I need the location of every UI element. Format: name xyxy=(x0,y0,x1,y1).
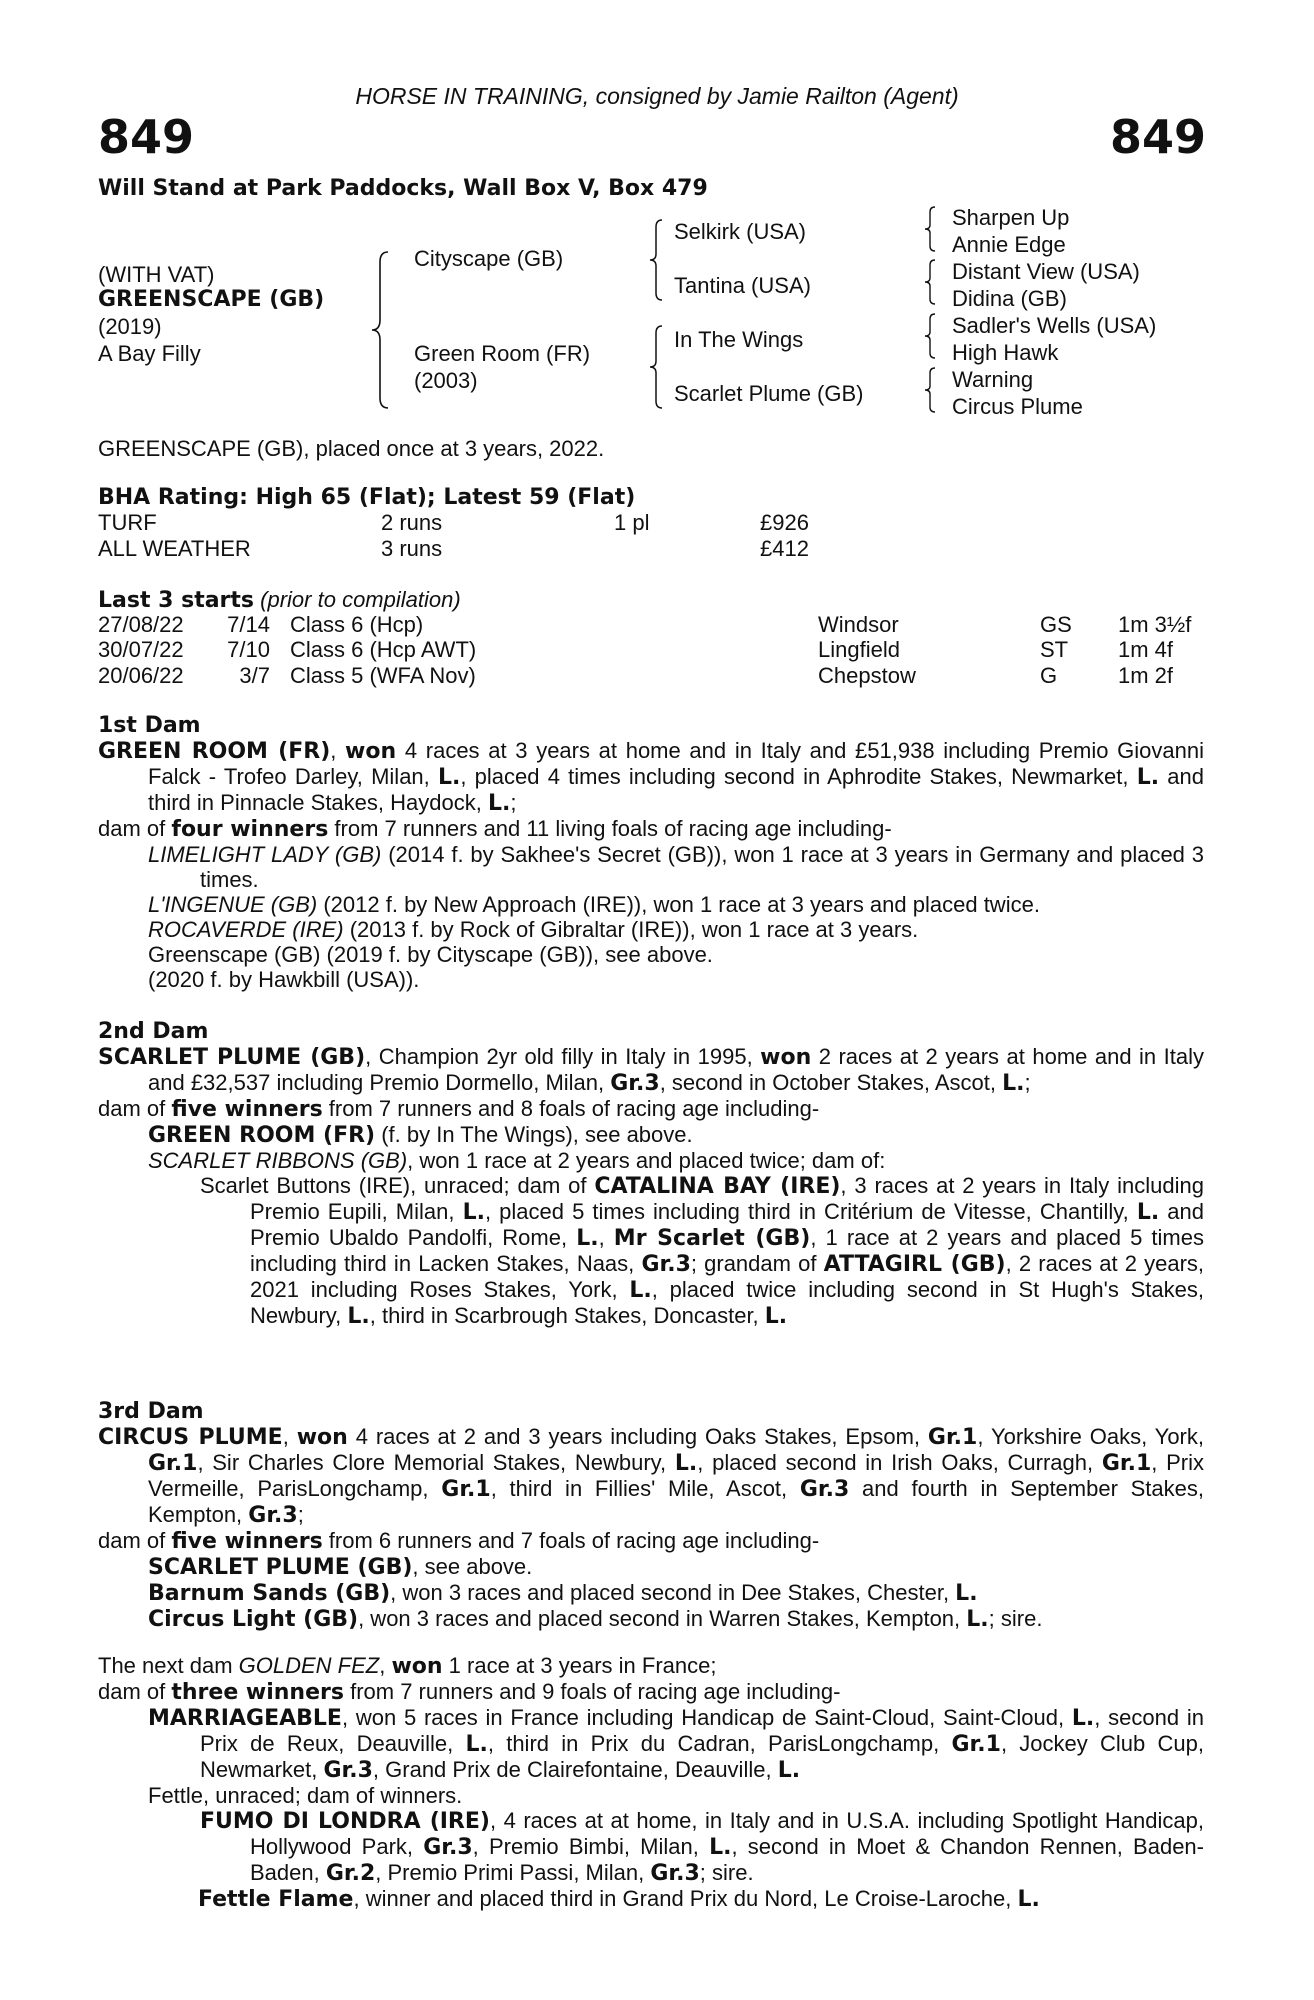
group-label: Gr.3 xyxy=(799,1477,850,1502)
text: 2 races at 2 years at home and in Italy and £32,537 including Premio Dormello, Milan, xyxy=(148,1044,1204,1095)
group-label: Gr.1 xyxy=(441,1477,491,1502)
produce-name: ATTAGIRL (GB) xyxy=(823,1252,1006,1277)
text: The next dam xyxy=(98,1653,239,1678)
listed-label: L. xyxy=(437,765,461,790)
vat-note: (WITH VAT) xyxy=(98,262,215,287)
group-label: Gr.3 xyxy=(610,1071,660,1096)
race-summary: GREENSCAPE (GB), placed once at 3 years, 2022. xyxy=(98,436,605,461)
second-dam-produce-line xyxy=(98,1096,1204,1122)
text: , won 5 races in France including Handicap de Saint-Cloud, Saint-Cloud, xyxy=(341,1705,1072,1730)
text: , Prix Vermeille, ParisLongchamp, xyxy=(148,1450,1204,1501)
start-3-pos: 3/7 xyxy=(239,663,270,688)
foal-greenscape: Greenscape (GB) (2019 f. by Cityscape (GB)), see above. xyxy=(148,942,713,967)
listed-label: L. xyxy=(347,1304,370,1329)
pedigree-sire-dam: Tantina (USA) xyxy=(674,273,811,298)
first-dam-section xyxy=(98,713,1204,992)
text: , Premio Bimbi, Milan, xyxy=(472,1834,710,1859)
text: from 6 runners and 7 foals of racing age including- xyxy=(322,1528,820,1553)
text: , third in Prix du Cadran, ParisLongchamp, xyxy=(487,1731,952,1756)
text: , placed twice including second in St Hugh's Stakes, Newbury, xyxy=(250,1277,1204,1328)
listed-label: L. xyxy=(462,1200,485,1225)
rating-turf-surface: TURF xyxy=(98,510,157,535)
text: , placed 5 times including third in Critérium de Vitesse, Chantilly, xyxy=(484,1199,1137,1224)
start-3-race: Class 5 (WFA Nov) xyxy=(290,663,476,688)
bha-rating-title: BHA Rating: High 65 (Flat); Latest 59 (Flat) xyxy=(98,485,636,510)
fourth-dam-record xyxy=(98,1653,1204,1679)
fourth-dam-produce-line xyxy=(98,1679,1204,1705)
text: dam of xyxy=(98,1528,172,1553)
text: 4 races at 2 and 3 years including Oaks Stakes, Epsom, xyxy=(347,1424,928,1449)
listed-label: L. xyxy=(1136,1200,1160,1225)
start-2-distance: 1m 4f xyxy=(1118,637,1174,662)
produce-barnum-sands xyxy=(98,1580,1204,1606)
listed-label: L. xyxy=(576,1226,599,1251)
text: ; xyxy=(297,1502,304,1527)
listed-label: L. xyxy=(777,1758,801,1783)
winners-count: four winners xyxy=(171,817,329,842)
text: , Champion 2yr old filly in Italy in 1995, xyxy=(365,1044,761,1069)
text: and Premio Ubaldo Pandolfi, Rome, xyxy=(250,1199,1204,1250)
second-dam-heading: 2nd Dam xyxy=(98,1019,209,1044)
listed-label: L. xyxy=(966,1607,989,1632)
listed-label: L. xyxy=(1002,1071,1025,1096)
start-1-pos: 7/14 xyxy=(227,612,270,637)
text: , 2 races at 2 years, 2021 including Roses Stakes, York, xyxy=(250,1251,1205,1302)
start-1-race: Class 6 (Hcp) xyxy=(290,612,424,637)
third-dam-heading: 3rd Dam xyxy=(98,1399,204,1424)
produce-fettle: Fettle, unraced; dam of winners. xyxy=(148,1783,463,1808)
text: , Jockey Club Cup, Newmarket, xyxy=(200,1731,1204,1782)
produce-circus-light xyxy=(98,1606,1204,1632)
consignor-line: HORSE IN TRAINING, consigned by Jamie Railton (Agent) xyxy=(355,83,959,109)
produce-scarlet-plume xyxy=(98,1554,1204,1580)
third-dam-record xyxy=(98,1424,1204,1528)
winners-count: five winners xyxy=(171,1529,323,1554)
third-dam-section xyxy=(98,1399,1204,1632)
start-1-going: GS xyxy=(1040,612,1072,637)
pedigree-dam-sire: In The Wings xyxy=(674,327,804,352)
stand-location: Will Stand at Park Paddocks, Wall Box V, Box 479 xyxy=(98,176,708,201)
start-3-going: G xyxy=(1040,663,1058,688)
last-starts-note: (prior to compilation) xyxy=(260,587,461,612)
group-label: Gr.3 xyxy=(641,1252,691,1277)
pedigree-gen3-4: Didina (GB) xyxy=(952,286,1067,311)
won-label: won xyxy=(760,1045,812,1070)
rating-aw-runs: 3 runs xyxy=(381,536,443,561)
start-2-course: Lingfield xyxy=(818,637,900,662)
text: ; xyxy=(510,790,517,815)
produce-name: Fettle Flame xyxy=(198,1887,354,1912)
pedigree-brace-g1 xyxy=(922,205,938,253)
text: Scarlet Buttons (IRE), unraced; dam of xyxy=(200,1173,595,1198)
text: (2014 f. by Sakhee's Secret (GB)), won 1 race at 3 years in Germany and placed 3 times. xyxy=(200,842,1205,892)
start-3-course: Chepstow xyxy=(818,663,916,688)
text: from 7 runners and 9 foals of racing age including- xyxy=(343,1679,841,1704)
produce-name: Barnum Sands (GB) xyxy=(148,1581,391,1606)
text: , Sir Charles Clore Memorial Stakes, Newbury, xyxy=(197,1450,675,1475)
text: ; sire. xyxy=(699,1860,754,1885)
produce-name: SCARLET PLUME (GB) xyxy=(148,1555,413,1580)
pedigree-gen3-7: Warning xyxy=(952,367,1034,392)
lot-number-right: 849 xyxy=(1109,110,1206,164)
text: , winner and placed third in Grand Prix du Nord, Le Croise-Laroche, xyxy=(353,1886,1018,1911)
text: , won 3 races and placed second in Warren Stakes, Kempton, xyxy=(358,1606,967,1631)
foal-name: ROCAVERDE (IRE) xyxy=(148,917,344,942)
listed-label: L. xyxy=(709,1835,732,1860)
text: ; grandam of xyxy=(690,1251,824,1276)
start-2-going: ST xyxy=(1040,637,1069,662)
text: , Yorkshire Oaks, York, xyxy=(977,1424,1204,1449)
text: (2012 f. by New Approach (IRE)), won 1 race at 3 years and placed twice. xyxy=(317,892,1040,917)
produce-name: Mr Scarlet (GB) xyxy=(613,1226,811,1251)
listed-label: L. xyxy=(1071,1706,1095,1731)
listed-label: L. xyxy=(764,1304,788,1329)
listed-label: L. xyxy=(629,1278,652,1303)
group-label: Gr.3 xyxy=(423,1835,473,1860)
text: dam of xyxy=(98,1096,172,1121)
pedigree-brace-g3 xyxy=(922,312,938,360)
pedigree-brace-main xyxy=(368,250,392,410)
group-label: Gr.1 xyxy=(148,1451,198,1476)
pedigree-dam-year: (2003) xyxy=(414,368,478,393)
pedigree-dam: Green Room (FR) xyxy=(414,341,591,366)
rating-turf-placed: 1 pl xyxy=(614,510,650,535)
won-label: won xyxy=(296,1425,348,1450)
text: , xyxy=(282,1424,297,1449)
last-starts-heading xyxy=(98,587,461,613)
pedigree-gen3-1: Sharpen Up xyxy=(952,205,1070,230)
won-label: won xyxy=(391,1654,443,1679)
foal-limelight-lady xyxy=(98,842,1204,892)
pedigree-brace-dam xyxy=(647,324,665,410)
text: dam of xyxy=(98,1679,172,1704)
produce-fettle-flame xyxy=(98,1886,1204,1912)
text: , placed second in Irish Oaks, Curragh, xyxy=(697,1450,1102,1475)
text: , placed 4 times including second in Aphrodite Stakes, Newmarket, xyxy=(460,764,1137,789)
start-1-distance: 1m 3½f xyxy=(1118,612,1192,637)
text: (f. by In The Wings), see above. xyxy=(375,1122,693,1147)
third-dam-produce-line xyxy=(98,1528,1204,1554)
text: 4 races at 3 years at home and in Italy and £51,938 including Premio Giovanni Falck - Trofeo Darley, Milan, xyxy=(148,738,1204,789)
foal-2020: (2020 f. by Hawkbill (USA)). xyxy=(148,967,420,992)
produce-marriageable xyxy=(98,1705,1204,1783)
produce-scarlet-ribbons xyxy=(98,1148,1204,1173)
horse-description: A Bay Filly xyxy=(98,341,201,366)
group-label: Gr.1 xyxy=(927,1425,978,1450)
start-1-date: 27/08/22 xyxy=(98,612,184,637)
text: , Premio Primi Passi, Milan, xyxy=(375,1860,651,1885)
start-2-pos: 7/10 xyxy=(227,637,270,662)
produce-scarlet-buttons xyxy=(98,1173,1204,1329)
pedigree-gen3-2: Annie Edge xyxy=(952,232,1066,257)
winners-count: three winners xyxy=(171,1680,344,1705)
text: , xyxy=(379,1653,392,1678)
produce-name: FUMO DI LONDRA (IRE) xyxy=(200,1809,490,1834)
listed-label: L. xyxy=(955,1581,978,1606)
fourth-dam-section xyxy=(98,1653,1204,1912)
lot-number-left: 849 xyxy=(98,110,195,164)
group-label: Gr.1 xyxy=(951,1732,1001,1757)
text: , see above. xyxy=(412,1554,533,1579)
foal-lingenue xyxy=(98,892,1204,917)
start-3-date: 20/06/22 xyxy=(98,663,184,688)
pedigree-brace-sire xyxy=(647,218,665,302)
produce-name: GREEN ROOM (FR) xyxy=(148,1123,376,1148)
horse-name: GREENSCAPE (GB) xyxy=(98,287,325,312)
listed-label: L. xyxy=(674,1451,698,1476)
text: and third in Pinnacle Stakes, Haydock, xyxy=(148,764,1204,815)
text: , 1 race at 2 years and placed 5 times including third in Lacken Stakes, Naas, xyxy=(250,1225,1204,1276)
won-label: won xyxy=(345,739,397,764)
text: , second in Moet & Chandon Rennen, Baden-Baden, xyxy=(250,1834,1204,1885)
start-2-date: 30/07/22 xyxy=(98,637,184,662)
produce-name: SCARLET RIBBONS (GB) xyxy=(148,1148,408,1173)
text: ; xyxy=(1024,1070,1031,1095)
text: , 4 races at at home, in Italy and in U.S.A. including Spotlight Handicap, Hollywood Park, xyxy=(250,1808,1204,1859)
text: , Grand Prix de Clairefontaine, Deauville, xyxy=(372,1757,778,1782)
group-label: Gr.3 xyxy=(323,1758,373,1783)
winners-count: five winners xyxy=(171,1097,323,1122)
start-2-race: Class 6 (Hcp AWT) xyxy=(290,637,477,662)
pedigree-gen3-5: Sadler's Wells (USA) xyxy=(952,313,1157,338)
text: , won 1 race at 2 years and placed twice; dam of: xyxy=(407,1148,886,1173)
text: from 7 runners and 8 foals of racing age including- xyxy=(322,1096,820,1121)
text: , won 3 races and placed second in Dee Stakes, Chester, xyxy=(390,1580,956,1605)
text: , second in October Stakes, Ascot, xyxy=(659,1070,1003,1095)
listed-label: L. xyxy=(1017,1887,1040,1912)
listed-label: L. xyxy=(465,1732,488,1757)
pedigree-gen3-8: Circus Plume xyxy=(952,394,1083,419)
first-dam-name: GREEN ROOM (FR) xyxy=(98,739,331,764)
text: from 7 runners and 11 living foals of racing age including- xyxy=(328,816,892,841)
listed-label: L. xyxy=(487,791,511,816)
text: and fourth in September Stakes, Kempton, xyxy=(148,1476,1205,1527)
rating-aw-prize: £412 xyxy=(760,536,809,561)
produce-fumo-di-londra xyxy=(98,1808,1204,1886)
produce-name: CATALINA BAY (IRE) xyxy=(594,1174,841,1199)
second-dam-record xyxy=(98,1044,1204,1096)
first-dam-produce-line xyxy=(98,816,1204,842)
rating-turf-runs: 2 runs xyxy=(381,510,443,535)
pedigree-brace-g4 xyxy=(922,366,938,414)
foal-name: LIMELIGHT LADY (GB) xyxy=(148,842,382,867)
group-label: Gr.2 xyxy=(325,1861,376,1886)
text: , 3 races at 2 years in Italy including Premio Eupili, Milan, xyxy=(250,1173,1204,1224)
foal-name: L'INGENUE (GB) xyxy=(148,892,318,917)
listed-label: L. xyxy=(1136,765,1160,790)
fourth-dam-name: GOLDEN FEZ xyxy=(238,1653,380,1678)
text: , xyxy=(598,1225,614,1250)
pedigree-dam-dam: Scarlet Plume (GB) xyxy=(674,381,864,406)
pedigree-sire-sire: Selkirk (USA) xyxy=(674,219,807,244)
rating-turf-prize: £926 xyxy=(760,510,809,535)
rating-aw-surface: ALL WEATHER xyxy=(98,536,251,561)
third-dam-name: CIRCUS PLUME xyxy=(98,1425,283,1450)
horse-year: (2019) xyxy=(98,314,162,339)
group-label: Gr.1 xyxy=(1101,1451,1152,1476)
pedigree-sire: Cityscape (GB) xyxy=(414,246,564,271)
text: ; sire. xyxy=(988,1606,1043,1631)
text: , third in Scarbrough Stakes, Doncaster, xyxy=(369,1303,765,1328)
second-dam-name: SCARLET PLUME (GB) xyxy=(98,1045,366,1070)
start-1-course: Windsor xyxy=(818,612,899,637)
text: 1 race at 3 years in France; xyxy=(442,1653,717,1678)
produce-green-room xyxy=(98,1122,1204,1148)
first-dam-heading: 1st Dam xyxy=(98,713,201,738)
pedigree-gen3-6: High Hawk xyxy=(952,340,1059,365)
group-label: Gr.3 xyxy=(650,1861,700,1886)
second-dam-section xyxy=(98,1019,1204,1329)
group-label: Gr.3 xyxy=(248,1503,298,1528)
last-starts-title: Last 3 starts xyxy=(98,588,255,613)
produce-name: MARRIAGEABLE xyxy=(148,1706,342,1731)
pedigree-gen3-3: Distant View (USA) xyxy=(952,259,1140,284)
first-dam-record xyxy=(98,738,1204,816)
text: dam of xyxy=(98,816,172,841)
start-3-distance: 1m 2f xyxy=(1118,663,1174,688)
text: , second in Prix de Reux, Deauville, xyxy=(200,1705,1204,1756)
foal-rocaverde xyxy=(98,917,1204,942)
sep: , xyxy=(330,738,346,763)
pedigree-brace-g2 xyxy=(922,258,938,306)
text: (2013 f. by Rock of Gibraltar (IRE)), won 1 race at 3 years. xyxy=(343,917,919,942)
produce-name: Circus Light (GB) xyxy=(148,1607,359,1632)
text: , third in Fillies' Mile, Ascot, xyxy=(490,1476,800,1501)
